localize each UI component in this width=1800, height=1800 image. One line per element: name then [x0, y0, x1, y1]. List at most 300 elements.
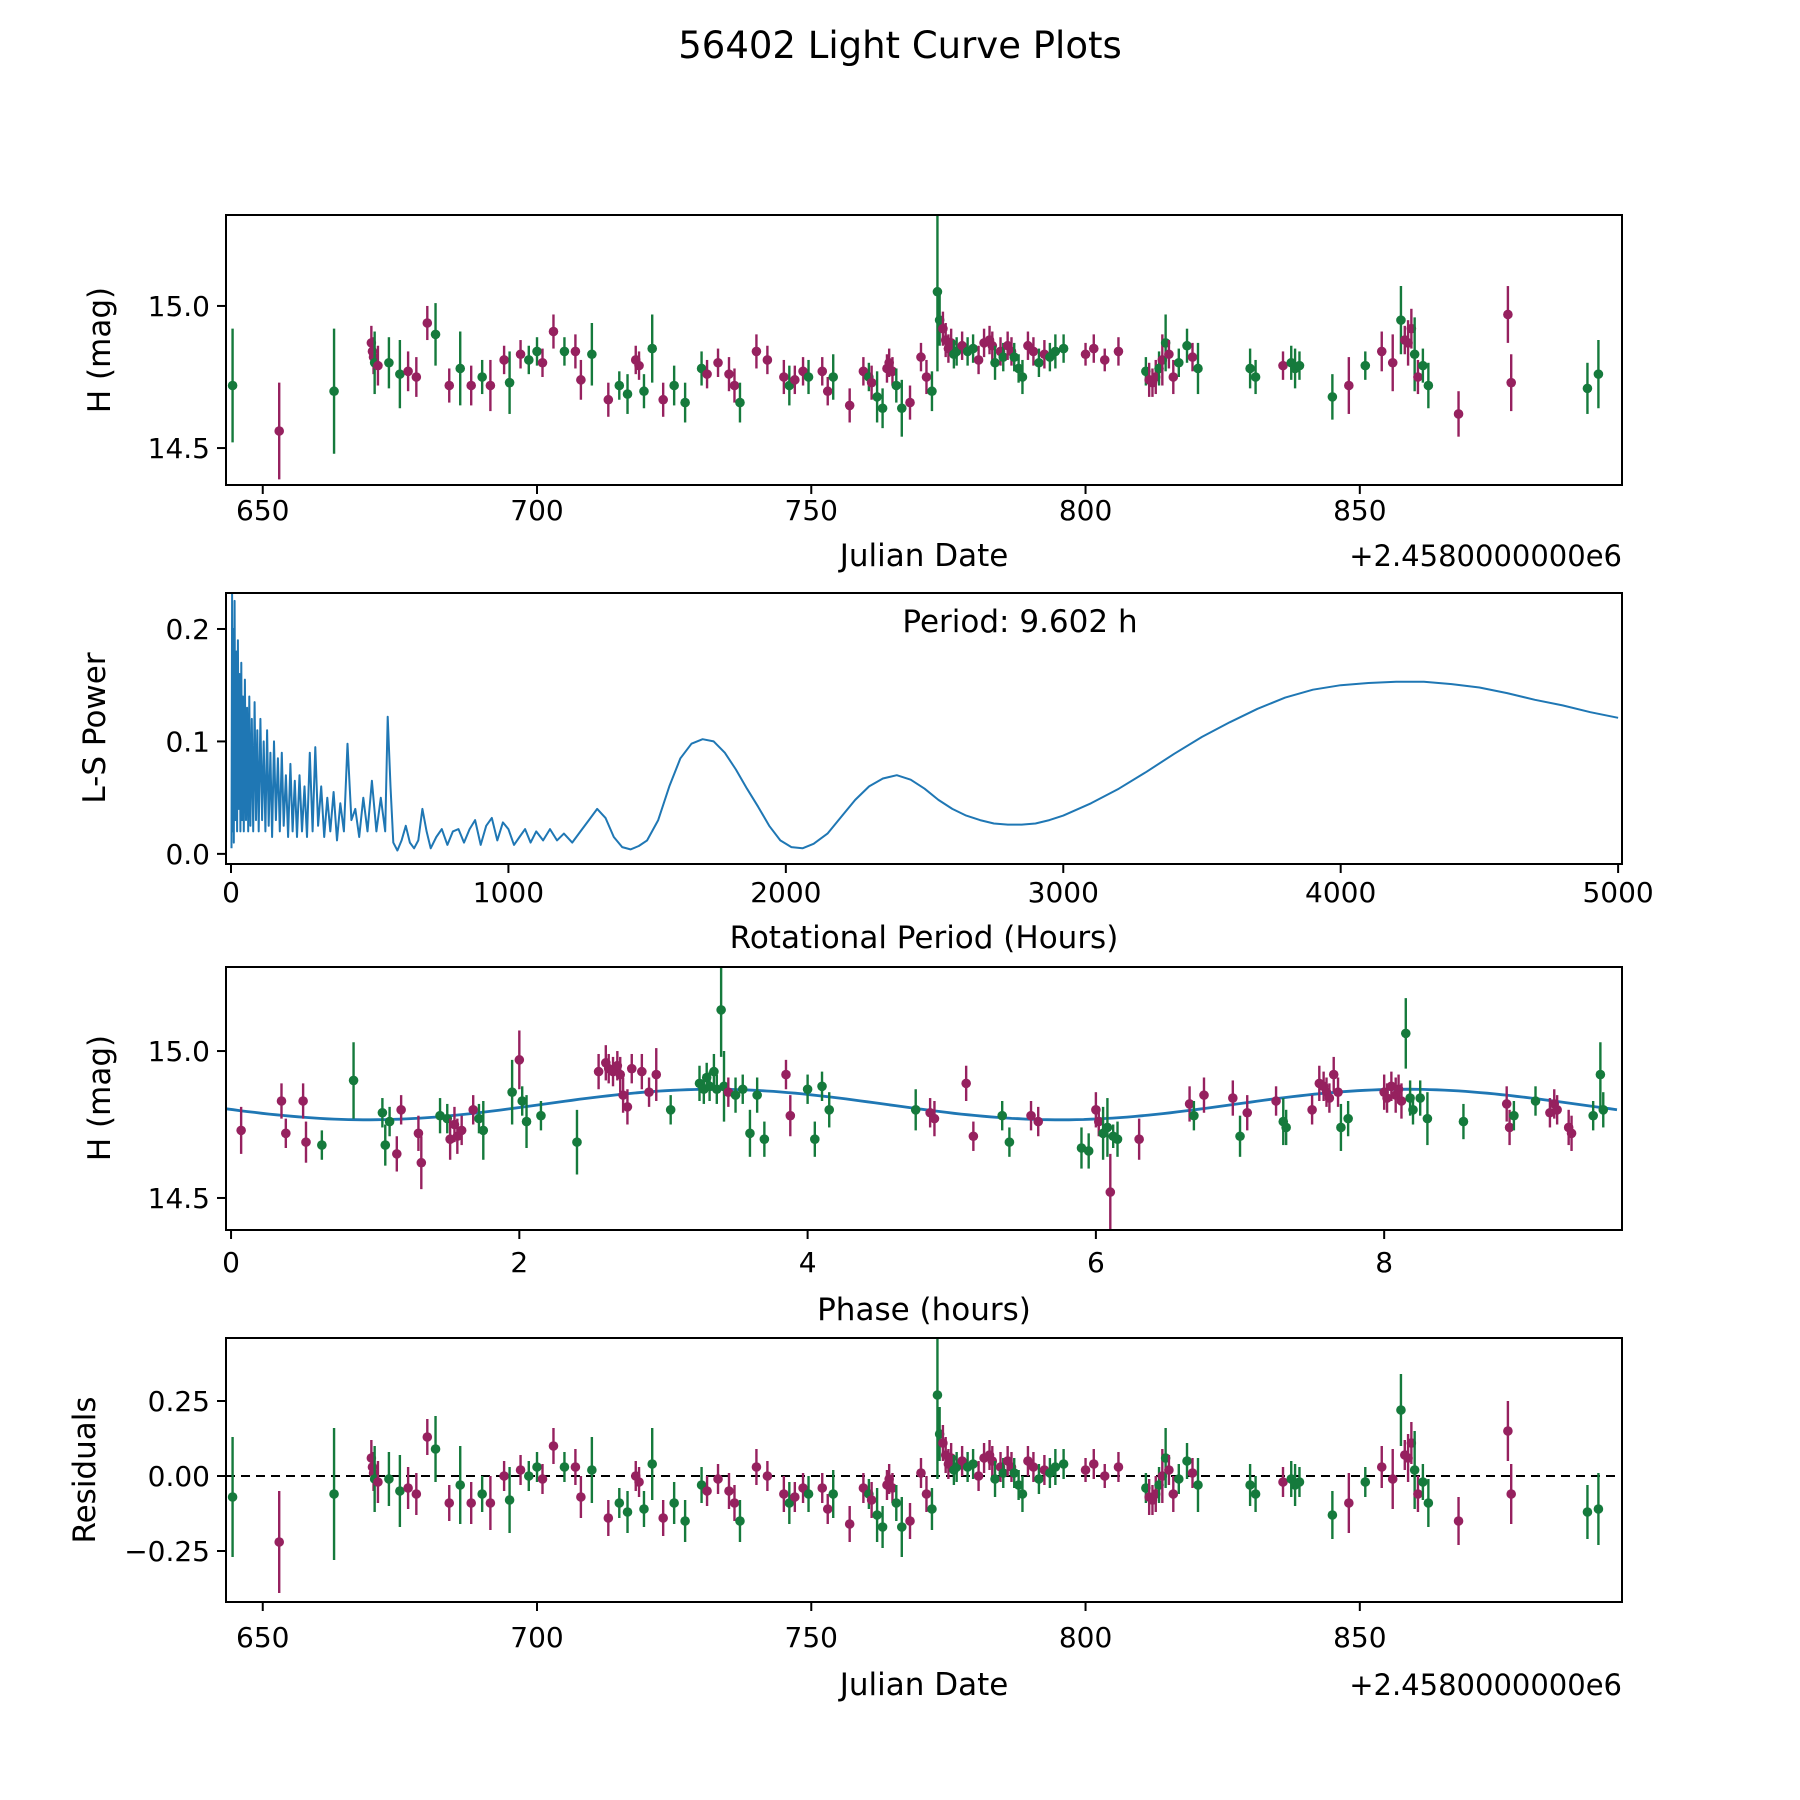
data-point: [997, 1111, 1007, 1121]
data-point: [1245, 364, 1255, 374]
data-point: [623, 1507, 633, 1517]
data-point: [274, 426, 284, 436]
data-point: [639, 1504, 649, 1514]
data-point: [927, 386, 937, 396]
data-point: [1506, 1489, 1516, 1499]
data-point: [1100, 355, 1110, 365]
data-point: [1113, 1134, 1123, 1144]
data-point: [1089, 1459, 1099, 1469]
phase-x-axis-label: Phase (hours): [817, 1292, 1031, 1328]
data-point: [1328, 1510, 1338, 1520]
data-point: [524, 355, 534, 365]
data-point: [1295, 361, 1305, 371]
data-point: [1598, 1105, 1608, 1115]
data-point: [1114, 1462, 1124, 1472]
data-point: [867, 1495, 877, 1505]
data-point: [614, 381, 624, 391]
data-point: [417, 1158, 427, 1168]
x-tick-label: 800: [1058, 494, 1113, 527]
data-point: [1397, 1096, 1407, 1106]
data-point: [576, 1492, 586, 1502]
data-point: [680, 398, 690, 408]
x-tick-label: 8: [1375, 1246, 1394, 1279]
data-point: [1583, 1507, 1593, 1517]
data-point: [760, 1134, 770, 1144]
data-point: [804, 372, 814, 382]
data-point: [298, 1096, 308, 1106]
data-point: [301, 1137, 311, 1147]
data-point: [576, 375, 586, 385]
data-point: [412, 1489, 422, 1499]
data-point: [817, 367, 827, 377]
data-point: [385, 1117, 395, 1127]
data-point: [516, 1465, 526, 1475]
data-point: [1245, 1480, 1255, 1490]
y-tick-label: 0.25: [147, 1385, 210, 1418]
y-tick-label: 0.0: [165, 837, 210, 871]
data-point: [916, 352, 926, 362]
data-point: [745, 1129, 755, 1139]
y-tick-label: 0.2: [165, 612, 210, 646]
data-point: [466, 381, 476, 391]
data-point: [516, 349, 526, 359]
data-point: [614, 1498, 624, 1508]
data-point: [1503, 1426, 1513, 1436]
data-point: [680, 1516, 690, 1526]
data-point: [651, 1070, 661, 1080]
data-point: [329, 386, 339, 396]
period-annotation: Period: 9.602 h: [902, 604, 1138, 640]
data-point: [927, 1504, 937, 1514]
data-point: [281, 1129, 291, 1139]
y-tick-label: −0.25: [124, 1535, 210, 1568]
data-point: [623, 389, 633, 399]
data-point: [384, 1474, 394, 1484]
data-point: [1059, 344, 1069, 354]
data-point: [897, 403, 907, 413]
data-point: [969, 1131, 979, 1141]
data-point: [395, 1486, 405, 1496]
data-point: [1388, 358, 1398, 368]
data-point: [724, 1486, 734, 1496]
data-point: [878, 1522, 888, 1532]
data-point: [1325, 1093, 1335, 1103]
data-point: [1377, 347, 1387, 357]
data-point: [1089, 344, 1099, 354]
data-point: [752, 1090, 762, 1100]
data-point: [702, 369, 712, 379]
data-point: [658, 1513, 668, 1523]
x-tick-label: 4: [798, 1246, 817, 1279]
data-point: [538, 1474, 548, 1484]
data-point: [724, 369, 734, 379]
data-point: [499, 355, 509, 365]
data-point: [1328, 392, 1338, 402]
data-point: [1164, 1465, 1174, 1475]
x-tick-label: 750: [784, 1621, 839, 1654]
data-point: [713, 1474, 723, 1484]
y-tick-label: 15.0: [147, 289, 210, 323]
data-point: [1336, 1123, 1346, 1133]
data-point: [277, 1096, 287, 1106]
data-point: [828, 1489, 838, 1499]
data-point: [349, 1076, 359, 1086]
data-point: [1051, 1462, 1061, 1472]
data-point: [644, 1087, 654, 1097]
data-point: [380, 1140, 390, 1150]
light-curve-y-axis-label: H (mag): [82, 286, 118, 414]
data-point: [1594, 369, 1604, 379]
y-tick-label: 15.0: [147, 1035, 210, 1069]
panel-periodogram: [77, 593, 1654, 956]
data-point: [1531, 1096, 1541, 1106]
data-point: [1188, 1468, 1198, 1478]
data-point: [1134, 1134, 1144, 1144]
data-point: [373, 1477, 383, 1487]
data-point: [845, 401, 855, 411]
data-point: [538, 358, 548, 368]
x-tick-label: 0: [222, 1246, 240, 1279]
y-tick-label: 14.5: [147, 1181, 210, 1215]
data-point: [1193, 364, 1203, 374]
data-point: [505, 378, 515, 388]
data-point: [1344, 1498, 1354, 1508]
data-point: [669, 1498, 679, 1508]
data-point: [384, 358, 394, 368]
data-point: [1502, 1099, 1512, 1109]
data-point: [702, 1486, 712, 1496]
x-tick-label: 850: [1333, 494, 1387, 527]
x-tick-label: 0: [222, 876, 240, 909]
residuals-x-offset-text: +2.4580000000e6: [1349, 1668, 1622, 1702]
data-point: [587, 349, 597, 359]
data-point: [317, 1140, 327, 1150]
data-point: [1459, 1117, 1469, 1127]
data-point: [1029, 1462, 1039, 1472]
data-point: [803, 1084, 813, 1094]
data-point: [647, 344, 657, 354]
data-point: [1388, 1474, 1398, 1484]
data-point: [779, 1489, 789, 1499]
data-point: [1281, 1123, 1291, 1133]
data-point: [1552, 1105, 1562, 1115]
data-point: [378, 1108, 388, 1118]
x-tick-label: 5000: [1582, 876, 1654, 909]
data-point: [1164, 349, 1174, 359]
data-point: [933, 1390, 943, 1400]
data-point: [824, 1105, 834, 1115]
data-point: [891, 381, 901, 391]
data-point: [804, 1489, 814, 1499]
data-point: [274, 1537, 284, 1547]
data-point: [1169, 372, 1179, 382]
data-point: [549, 327, 559, 337]
data-point: [1454, 409, 1464, 419]
data-point: [1344, 381, 1354, 391]
data-point: [669, 381, 679, 391]
data-point: [431, 1444, 441, 1454]
data-point: [627, 1064, 637, 1074]
data-point: [990, 358, 1000, 368]
data-point: [1413, 372, 1423, 382]
data-point: [412, 372, 422, 382]
data-point: [730, 381, 740, 391]
data-point: [1251, 372, 1261, 382]
data-point: [1424, 381, 1434, 391]
data-point: [468, 1105, 478, 1115]
data-point: [571, 1462, 581, 1472]
data-point: [505, 1495, 515, 1505]
data-point: [1583, 384, 1593, 394]
data-point: [486, 1498, 496, 1508]
data-point: [716, 1005, 726, 1015]
data-point: [604, 395, 614, 405]
data-point: [1182, 1456, 1192, 1466]
data-point: [1410, 349, 1420, 359]
data-point: [571, 347, 581, 357]
data-point: [522, 1117, 532, 1127]
data-point: [730, 1498, 740, 1508]
light-curve-x-axis-label: Julian Date: [839, 538, 1009, 574]
y-tick-label: 0.00: [147, 1460, 210, 1493]
data-point: [1193, 1480, 1203, 1490]
data-point: [236, 1126, 246, 1136]
data-point: [786, 1111, 796, 1121]
data-point: [1413, 1489, 1423, 1499]
data-point: [905, 398, 915, 408]
data-point: [1018, 372, 1028, 382]
data-point: [1423, 1114, 1433, 1124]
data-point: [823, 386, 833, 396]
data-point: [1081, 349, 1091, 359]
data-point: [810, 1134, 820, 1144]
data-point: [1081, 1465, 1091, 1475]
data-point: [623, 1102, 633, 1112]
data-point: [968, 344, 978, 354]
data-point: [1169, 1489, 1179, 1499]
data-point: [1189, 1111, 1199, 1121]
data-point: [1228, 1093, 1238, 1103]
x-tick-label: 4000: [1305, 876, 1377, 909]
data-point: [560, 1462, 570, 1472]
data-point: [867, 378, 877, 388]
data-point: [455, 1480, 465, 1490]
data-point: [1360, 1477, 1370, 1487]
data-point: [1360, 361, 1370, 371]
x-tick-label: 2000: [750, 876, 822, 909]
data-point: [228, 381, 238, 391]
data-point: [763, 355, 773, 365]
data-point: [396, 1105, 406, 1115]
data-point: [781, 1070, 791, 1080]
data-point: [1174, 1474, 1184, 1484]
data-point: [639, 386, 649, 396]
data-point: [423, 318, 433, 328]
data-point: [515, 1055, 525, 1065]
data-point: [1174, 358, 1184, 368]
data-point: [1415, 1093, 1425, 1103]
data-point: [1005, 1137, 1015, 1147]
data-point: [891, 1498, 901, 1508]
data-point: [444, 1498, 454, 1508]
data-point: [477, 1489, 487, 1499]
data-point: [930, 1114, 940, 1124]
data-point: [532, 1462, 542, 1472]
data-point: [1271, 1096, 1281, 1106]
data-point: [1396, 315, 1406, 325]
residuals-y-axis-label: Residuals: [67, 1396, 103, 1544]
data-point: [1401, 1029, 1411, 1039]
data-point: [486, 381, 496, 391]
y-tick-label: 0.1: [165, 725, 210, 759]
data-point: [392, 1149, 402, 1159]
data-point: [1251, 1489, 1261, 1499]
data-point: [634, 1477, 644, 1487]
data-point: [1418, 361, 1428, 371]
x-tick-label: 700: [510, 494, 564, 527]
data-point: [1418, 1477, 1428, 1487]
data-point: [922, 372, 932, 382]
data-point: [1509, 1111, 1519, 1121]
data-point: [968, 1459, 978, 1469]
data-point: [1343, 1114, 1353, 1124]
x-tick-label: 2: [510, 1246, 529, 1279]
data-point: [1503, 310, 1513, 320]
phase-y-axis-label: H (mag): [82, 1034, 118, 1162]
data-point: [536, 1111, 546, 1121]
data-point: [457, 1126, 467, 1136]
periodogram-x-axis-label: Rotational Period (Hours): [729, 920, 1119, 956]
data-point: [403, 367, 413, 377]
data-point: [752, 347, 762, 357]
data-point: [735, 1516, 745, 1526]
data-point: [974, 1471, 984, 1481]
data-point: [1307, 1105, 1317, 1115]
data-point: [1396, 1405, 1406, 1415]
data-point: [922, 1489, 932, 1499]
data-point: [872, 1510, 882, 1520]
data-point: [1594, 1504, 1604, 1514]
data-point: [532, 347, 542, 357]
data-point: [1506, 378, 1516, 388]
data-point: [1333, 1087, 1343, 1097]
x-tick-label: 800: [1058, 1621, 1113, 1654]
data-point: [790, 375, 800, 385]
data-point: [1410, 1465, 1420, 1475]
data-point: [872, 392, 882, 402]
data-point: [1018, 1489, 1028, 1499]
data-point: [549, 1441, 559, 1451]
data-point: [507, 1087, 517, 1097]
data-point: [1596, 1070, 1606, 1080]
panel-residuals: [67, 1311, 1622, 1703]
data-point: [1278, 1477, 1288, 1487]
light-curve-x-offset-text: +2.4580000000e6: [1349, 539, 1622, 573]
data-point: [713, 358, 723, 368]
panel-phase-curve: [82, 963, 1622, 1328]
data-point: [974, 355, 984, 365]
data-point: [587, 1465, 597, 1475]
data-point: [477, 372, 487, 382]
data-point: [817, 1082, 827, 1092]
data-point: [961, 1079, 971, 1089]
x-tick-label: 650: [236, 1621, 290, 1654]
data-point: [1034, 358, 1044, 368]
data-point: [1059, 1459, 1069, 1469]
data-point: [738, 1084, 748, 1094]
data-point: [444, 381, 454, 391]
data-point: [1114, 347, 1124, 357]
data-point: [1034, 1474, 1044, 1484]
data-point: [634, 361, 644, 371]
x-tick-label: 3000: [1027, 876, 1099, 909]
x-tick-label: 750: [784, 494, 839, 527]
data-point: [1106, 1187, 1116, 1197]
x-tick-label: 850: [1333, 1621, 1387, 1654]
y-tick-label: 14.5: [147, 432, 210, 466]
data-point: [990, 1474, 1000, 1484]
data-point: [911, 1105, 921, 1115]
data-point: [647, 1459, 657, 1469]
data-point: [499, 1471, 509, 1481]
data-point: [423, 1432, 433, 1442]
data-point: [604, 1513, 614, 1523]
data-point: [763, 1471, 773, 1481]
data-point: [752, 1462, 762, 1472]
data-point: [1029, 347, 1039, 357]
x-tick-label: 6: [1086, 1246, 1105, 1279]
data-point: [403, 1483, 413, 1493]
data-point: [666, 1105, 676, 1115]
data-point: [1408, 1105, 1418, 1115]
data-point: [329, 1489, 339, 1499]
data-point: [1295, 1477, 1305, 1487]
data-point: [905, 1516, 915, 1526]
data-point: [594, 1067, 604, 1077]
data-point: [1033, 1117, 1043, 1127]
data-point: [897, 1522, 907, 1532]
data-point: [395, 369, 405, 379]
data-point: [455, 364, 465, 374]
data-point: [466, 1498, 476, 1508]
x-tick-label: 650: [236, 494, 290, 527]
data-point: [878, 403, 888, 413]
data-point: [1100, 1471, 1110, 1481]
data-point: [1424, 1498, 1434, 1508]
data-point: [1084, 1146, 1094, 1156]
data-point: [1182, 341, 1192, 351]
data-point: [1103, 1123, 1113, 1133]
data-point: [916, 1468, 926, 1478]
data-point: [1588, 1111, 1598, 1121]
data-point: [228, 1492, 238, 1502]
data-point: [431, 330, 441, 340]
data-point: [560, 347, 570, 357]
data-point: [823, 1504, 833, 1514]
data-point: [373, 361, 383, 371]
x-tick-label: 700: [510, 1621, 564, 1654]
data-point: [1454, 1516, 1464, 1526]
residuals-x-axis-label: Julian Date: [839, 1667, 1009, 1703]
data-point: [524, 1471, 534, 1481]
data-point: [790, 1492, 800, 1502]
data-point: [658, 395, 668, 405]
panel-light-curve: [82, 212, 1622, 574]
data-point: [1051, 347, 1061, 357]
data-point: [779, 372, 789, 382]
periodogram-y-axis-label: L-S Power: [77, 652, 113, 804]
data-point: [1188, 352, 1198, 362]
